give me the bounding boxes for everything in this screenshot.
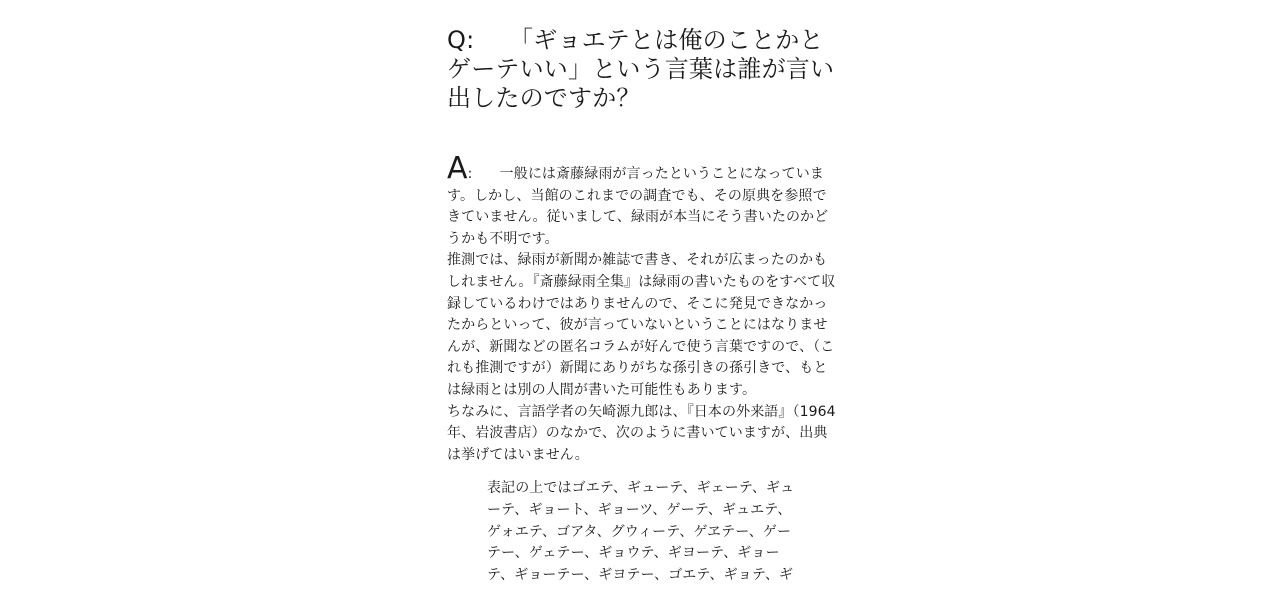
block-quote: 表記の上ではゴエテ、ギューテ、ギェーテ、ギューテ、ギョート、ギョーツ、ゲーテ、ギュエテ、ゲォエテ、ゴアタ、グウィーテ、ゲヱテー、ゲーテー、ゲェテー、ギョウテ、ギヨーテ、ギョーテ、ギョーテー、ギヨテー、ゴエテ、ギョテ、ギ bbox=[487, 480, 795, 583]
qa-column bbox=[447, 26, 839, 586]
answer-paragraph-2: 推測では、緑雨が新聞か雑誌で書き、それが広まったのかもしれません。『斎藤緑雨全集』は緑雨の書いたものをすべて収録しているわけではありませんので、そこに発見できなかったからといって、彼が言っていないということにはなりませんが、新聞などの匿名コラムが好んで使う言葉ですので、（これも推測ですが）新聞にありがちな孫引きの孫引きで、もとは緑雨とは別の人間が書いた可能性もあります。 bbox=[447, 252, 836, 398]
answer-body bbox=[447, 151, 839, 466]
answer-paragraph-3: ちなみに、言語学者の矢崎源九郎は、『日本の外来語』（1964年、岩波書店）のなかで、次のように書いていますが、出典は挙げてはいません。 bbox=[447, 403, 836, 463]
answer-prefix-letter: A bbox=[447, 151, 468, 186]
question-prefix: Q: bbox=[447, 26, 475, 54]
answer-paragraph-1 bbox=[447, 151, 839, 250]
question-heading bbox=[447, 26, 839, 113]
question-text: 「ギョエテとは俺のことかとゲーテいい」という言葉は誰が言い出したのですか？ bbox=[447, 26, 835, 112]
answer-prefix-colon: : bbox=[467, 166, 473, 182]
answer-paragraph-1-text: 一般には斎藤緑雨が言ったということになっています。しかし、当館のこれまでの調査でも、その原典を参照できていません。従いまして、緑雨が本当にそう書いたのかどうかも不明です。 bbox=[447, 166, 829, 247]
